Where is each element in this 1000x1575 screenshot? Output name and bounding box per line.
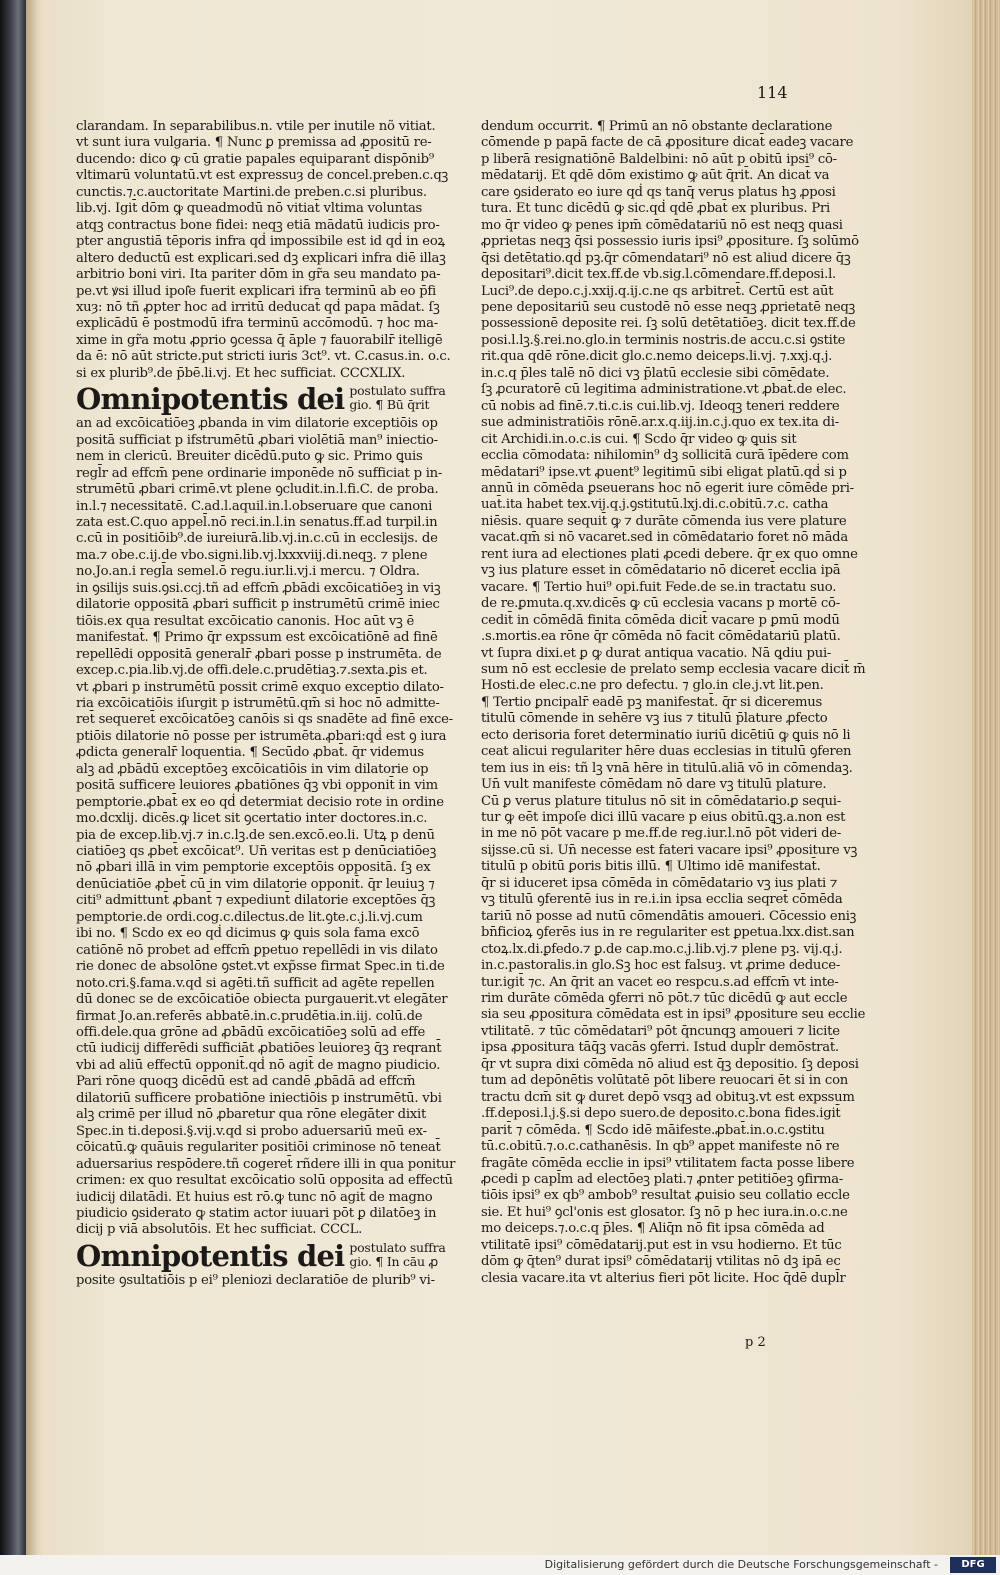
text-line: ipsa ꝓpositura tāq̄ꝫ vacās ꝯferri. Istud dupl̄r demōstrat̄.	[481, 1040, 839, 1056]
text-line: vtilitatē. ⁊ tūc cōmēdatari⁹ pōt q̄ncunqꝫ amoueri ⁊ licite	[481, 1023, 840, 1039]
text-line: citi⁹ admittunt̄ ꝓbant̄ ⁊ expediunt̄ dilatorie exceptōes q̄ꝫ	[76, 893, 436, 909]
text-line: noto.cri.§.fama.v.qd si agēti.tñ sufficit ad agēte repellen	[76, 975, 435, 991]
text-line: ret̄ sequeret̄ excōicatōeꝫ canōis si qs snadēte ad finē exce-	[76, 712, 453, 728]
text-line: pe.vt ꝟsi illud ipoſ͂e fuerit explicari ifra terminū ab eo p̄fi	[76, 283, 436, 299]
text-line: Hosti.de elec.c.ne pro defectu. ⁊ glo.in cle.j.vt lit.pen.	[481, 678, 824, 694]
text-line: crimen: ex quo resultat excōicatio solū opposita ad effectū	[76, 1173, 453, 1189]
text-line: si ex plurib⁹.de p̄bē.li.vj. Et hec sufficiat. CCCXLIX.	[76, 365, 406, 381]
heading-tail-line: gio. ¶ Bū q̄rit	[349, 397, 430, 413]
text-line: rim durāte cōmēda ꝯferri nō pōt.⁊ tūc dicēdū ꝙ aut eccle	[481, 991, 848, 1007]
text-line: parit̄ ⁊ cōmēda. ¶ Scdo idē māifeste.ꝓbat̄.in.o.c.ꝯstitu	[481, 1122, 825, 1138]
left-text-block-c	[76, 1272, 435, 1289]
page-stack-edge	[972, 0, 1000, 1575]
text-line: excep.c.pia.lib.vj.de offi.dele.c.prudētiaꝫ.⁊.sexta.ꝑis et.	[76, 663, 428, 679]
text-line: in.l.⁊ necessitatē. C.ad.l.aquil.in.l.obseruare que canoni	[76, 498, 433, 514]
text-line: sie. Et hui⁹ ꝯcl'onis est glosator. ſꝫ nō p hec iura.in.o.c.ne	[481, 1204, 848, 1220]
text-line: ptiōis dilatorie nō posse per istrumēta.ꝓbari:qḋ est ꝯ iura	[76, 728, 447, 744]
left-text-block-a	[76, 119, 451, 382]
text-line: lib.vj. Igit̄ dōm ꝙ queadmodū nō vitiat̄ vltima voluntas	[76, 201, 423, 217]
text-line: ria excōicatiōis iſurgit p istrumētū.qm̄ si hoc nō admitte-	[76, 695, 440, 711]
text-line: posite ꝯsultatiōis p ei⁹ pleniozi declaratiōe de plurib⁹ vi-	[76, 1272, 435, 1288]
text-line: alꝫ ad ꝓbādū exceptōeꝫ excōicatiōis in vim dilatorie op	[76, 761, 429, 777]
text-line: ¶ Tertio ꝑncipalr̄ eadē pꝫ manifestat̄. q̄r si diceremus	[481, 694, 823, 710]
text-line: catiōnē nō probet ad effcm̄ ꝑpetuo repellēdi in vis dilato	[76, 942, 438, 958]
text-line: cunctis.⁊.c.auctoritate Martini.de preben.c.si pluribus.	[76, 184, 427, 200]
text-line: aduersarius respōdere.tñ cogeret̄ rñdere illi in qua ponitur	[76, 1156, 456, 1172]
text-line: possessionē deposite rei. ſꝫ solū detētatiōeꝫ. dicit tex.ff.de	[481, 316, 856, 332]
text-line: tem ius in eis: tñ lꝫ vnā hēre in titulū.aliā vō in cōmendaꝫ.	[481, 760, 853, 776]
section-heading-349	[76, 382, 446, 417]
text-line: no.Jo.an.i regl̄a semel.ō regu.iur.li.vj.i mercu. ⁊ Oldra.	[76, 564, 420, 580]
text-line: in ꝯsilijs suis.ꝯsi.ccj.tñ ad effcm̄ ꝓbādi excōicatiōeꝫ in viꝫ	[76, 580, 441, 596]
text-line: Cū ꝑ verus plature titulus nō sit in cōmēdatario.ꝑ sequi-	[481, 793, 841, 809]
text-line: tū.c.obitū.⁊.o.c.cathanēsis. In qb⁹ appet manifeste nō re	[481, 1139, 840, 1155]
text-line: repellēdi oppositā generalr̄ ꝓbari posse p instrumēta. de	[76, 646, 442, 662]
heading-tail	[349, 1239, 445, 1269]
text-line: vt ſupra dixi.et ꝑ ꝙ durat antiqua vacatio. Nā ꝗdiu pui-	[481, 645, 832, 661]
section-heading-350	[76, 1238, 446, 1273]
text-line: cū nobis ad finē.⁊.ti.c.is cui.lib.vj. Ideoqꝫ teneri reddere	[481, 398, 840, 414]
heading-tail-line: gio. ¶ In cāu ꝓ	[349, 1253, 438, 1269]
text-line: tur.igit̄ ⁊c. An q̄rit an vacet eo respcu.s.ad effcm̄ vt inte-	[481, 974, 839, 990]
text-line: fragāte cōmēda ecclie in ipsi⁹ vtilitatem facta posse libere	[481, 1155, 855, 1171]
text-line: ſꝫ ꝓcuratorē cū legitima administratione.vt ꝓbat̄.de elec.	[481, 382, 847, 398]
text-line: q̄si detētatio.qḋ pꝫ.q̄r cōmendatari⁹ nō est aliud dicere q̄ꝫ	[481, 250, 851, 266]
text-line: p liberā resignatiōnē Baldelbini: nō aūt p obitū ipsi⁹ cō-	[481, 151, 837, 167]
text-line: uat̄.ita habet tex.vij.q.j.ꝯstitutū.lxj.di.c.obitū.⁊.c. catha	[481, 497, 829, 513]
book-cover-edge	[0, 0, 26, 1575]
text-line: zata est.C.quo appel̄.nō reci.in.l.in senatus.ff.ad turpil.in	[76, 514, 438, 530]
text-line: vbi ad aliū effectū opponit̄.qḋ nō agit̄ de magno piudicio.	[76, 1057, 441, 1073]
text-line: care ꝯsiderato eo iure qḋ qs tanq̄ verus platus hꝫ ꝓposi	[481, 184, 836, 200]
text-line: ctoꝝ.lx.di.ꝑfedo.⁊ ꝑ.de cap.mo.c.j.lib.vj.⁊ plene pꝫ. vij.q.j.	[481, 941, 843, 957]
text-line: tiōis ipsi⁹ ex qb⁹ ambob⁹ resultat ꝓuisio seu collatio eccle	[481, 1188, 850, 1204]
text-line: nem in clericū. Breuiter dicēdū.puto ꝙ sic. Primo ꝗuis	[76, 449, 423, 465]
text-line: pene depositariū seu custodē nō esse neqꝫ ꝓprietatē neqꝫ	[481, 299, 856, 315]
heading-tail-line: postulato suffra	[349, 383, 446, 399]
text-line: ecclia cōmodata: nihilomin⁹ dꝫ sollicitā curā īpēdere com	[481, 448, 849, 464]
text-line: tura. Et tunc dicēdū ꝙ sic.qḋ qdē ꝓbat̄ ex pluribus. Pri	[481, 201, 830, 217]
text-line: pemptorie.ꝓbat̄ ex eo qḋ determiat decisio rote in ordine	[76, 794, 444, 810]
text-line: cit Archidi.in.o.c.is cui. ¶ Scdo q̄r video ꝙ ꝗuis sit	[481, 431, 797, 447]
text-line: atqꝫ contractus bone fidei: neqꝫ etiā mādatū iudicis pro-	[76, 217, 440, 233]
text-line: positā sufficere leuiores ꝓbatiōnes q̄ꝫ vbi opponit̄ in vim	[76, 778, 438, 794]
text-line: positā sufficiat p ifstrumētū ꝓbari violētiā man⁹ iniectio-	[76, 432, 438, 448]
text-line: cōmende p papā facte de cā ꝓpositure dicat̄ eadeꝫ vacare	[481, 135, 854, 151]
text-line: regl̄r ad effcm̄ pene ordinarie imponēde nō sufficiat p in-	[76, 465, 443, 481]
text-line: rit.qua qdē rōne.dicit glo.c.nemo deiceps.li.vj. ⁊.xxj.q.j.	[481, 349, 833, 365]
text-line: depositari⁹.dicit tex.ff.de vb.sig.l.cōmendare.ff.deposi.l.	[481, 267, 836, 283]
text-line: xuȝ: nō tñ ꝓpter hoc ad irritū deducat̄ qḋ papa mādat. ſꝫ	[76, 299, 440, 315]
text-line: explicādū ē postmodū ifra terminū accōmodū. ⁊ hoc ma-	[76, 316, 438, 332]
text-line: ecto derisoria foret determinatio iuriū dicētiū ꝙ ꝗuis nō li	[481, 727, 851, 743]
text-line: tariū nō posse ad nutū cōmendātis amoueri. Cōcessio eniꝫ	[481, 908, 857, 924]
text-line: rie donec de absolōne ꝯstet.vt exp̃sse firmat Spec.in ti.de	[76, 959, 445, 975]
text-line: vꝫ ius plature esset in cōmēdatario nō diceret̄ ecclia ipā	[481, 563, 841, 579]
text-line: cōicatū.ꝙ quāuis regulariter positiōi criminose nō teneat̄	[76, 1140, 441, 1156]
text-line: sue administratiōis rōnē.ar.x.q.iij.in.c.j.quo ex tex.ita di-	[481, 415, 839, 431]
page-gutter	[26, 0, 46, 1575]
right-column	[481, 119, 866, 1287]
heading-big-text: Omnipotentis dei	[76, 1238, 345, 1273]
text-line: cedit̄ in cōmēdā finita cōmēda dicit̄ vacare p ꝑmū modū	[481, 612, 840, 628]
text-line: in.c.pastoralis.in glo.Sꝫ hoc est falsuȝ. vt ꝓrime deduce-	[481, 958, 841, 974]
text-line: ꝓprietas neqꝫ q̄si possessio iuris ipsi⁹ ꝓpositure. ſꝫ solūmō	[481, 234, 859, 250]
text-line: ma.⁊ obe.c.ij.de vbo.signi.lib.vj.lxxxviij.di.neqꝫ. ⁊ plene	[76, 547, 428, 563]
signature-mark: p 2	[745, 1335, 766, 1350]
text-line: sia seu ꝓpositura cōmēdata est in ipsi⁹ ꝓpositure seu ecclie	[481, 1007, 866, 1023]
text-line: dilatorie oppositā ꝓbari sufficit p instrumētū crimē iniec	[76, 597, 440, 613]
text-line: ꝓdicta generalr̄ loquentia. ¶ Secūdo ꝓbat̄. q̄r videmus	[76, 745, 424, 761]
text-line: Un̄ vult manifeste cōmēdam nō dare vꝫ titulū plature.	[481, 777, 827, 793]
left-column	[76, 119, 456, 1289]
text-line: manifestat̄. ¶ Primo q̄r expssum est excōicatiōnē ad finē	[76, 630, 438, 646]
text-line: mo q̄r video ꝙ penes ipm̄ cōmēdatariū nō est neqꝫ quasi	[481, 217, 843, 233]
text-line: ibi no. ¶ Scdo ex eo qḋ dicimus ꝙ ꝗuis sola fama excō	[76, 926, 420, 942]
text-line: iudicij dilatādi. Et huius est rō.ꝙ tunc nō agit̄ de magno	[76, 1189, 433, 1205]
right-text-block	[481, 119, 866, 1287]
footer-credit: Digitalisierung gefördert durch die Deutsche Forschungsgemeinschaft -	[544, 1558, 938, 1571]
heading-tail-line: postulato suffra	[349, 1239, 446, 1255]
text-line: bn̄ficioꝝ ꝯferēs ius in re regulariter est ꝑpetua.lxx.dist.san	[481, 925, 855, 941]
text-line: titulū cōmende in sehēre vꝫ ius ⁊ titulū p̄lature ꝓfecto	[481, 711, 828, 727]
text-line: vtilitatē ipsi⁹ cōmēdatarij.put est in vsu hodierno. Et tūc	[481, 1237, 842, 1253]
text-line: tur ꝙ eēt impoſe dici illū vacare p eius obitū.ꝗꝫ.a.non est	[481, 810, 846, 826]
text-line: vacare. ¶ Tertio hui⁹ opi.fuit Fede.de se.in tractatu suo.	[481, 579, 837, 595]
text-line: sum nō est ecclesie de prelato semp ecclesia vacare dicit̄ m̄	[481, 661, 866, 677]
text-line: titulū p obitū ꝑoris bitis illū. ¶ Ultimo idē manifestat̄.	[481, 859, 821, 875]
text-line: alꝫ crimē per illud nō ꝓbaretur qua rōne elegāter dixit	[76, 1107, 426, 1123]
text-line: dicij p viā absolutōis. Et hec sufficiat. CCCL.	[76, 1222, 363, 1238]
text-line: tractu dcm̄ sit ꝙ duret depō vsqꝫ ad obituꝫ.vt est expssum	[481, 1089, 855, 1105]
text-line: da ē: nō aūt stricte.put stricti iuris 3ct⁹. vt. C.casus.in. o.c.	[76, 349, 451, 365]
text-line: c.cū in positiōib⁹.de iureiurā.lib.vj.in.c.cū in ecclesijs. de	[76, 531, 438, 547]
text-line: strumētū ꝓbari crimē.vt plene ꝯcludit.in.l.fi.C. de proba.	[76, 482, 439, 498]
text-line: .ff.deposi.l.j.§.si depo suero.de deposito.c.bona fides.igit̄	[481, 1106, 841, 1122]
folio-number: 114	[757, 83, 788, 102]
text-line: an ad excōicatiōeꝫ ꝓbanda in vim dilatorie exceptiōis op	[76, 416, 438, 432]
text-line: vt ꝓbari p instrumētū possit crimē exquo exceptio dilato-	[76, 679, 444, 695]
text-line: firmat Jo.an.referēs abbatē.in.c.prudētia.in.iij. colū.de	[76, 1008, 423, 1024]
text-line: dōm ꝙ q̄ten⁹ durat ipsi⁹ cōmēdatarij vtilitas nō dꝫ ipā ec	[481, 1254, 841, 1270]
left-text-block-b	[76, 416, 456, 1239]
text-line: ctū iudicij differēdi sufficiāt ꝓbatiōes leuioreꝫ q̄ꝫ reqrant̄	[76, 1041, 442, 1057]
text-line: dū donec se de excōicatiōe obiecta purgauerit.vt elegāter	[76, 992, 448, 1008]
text-line: clesia vacare.ita vt alterius fieri pōt licite. Hoc q̄dē dupl̄r	[481, 1270, 846, 1286]
heading-tail	[349, 382, 445, 412]
text-line: ceat alicui regulariter hēre duas ecclesias in titulū ꝯferen	[481, 744, 852, 760]
text-line: denūciatiōe ꝓbet̄ cū in vim dilatorie opponit̄. q̄r leuiuꝫ ⁊	[76, 876, 435, 892]
text-line: posi.l.lꝫ.§.rei.no.glo.in terminis nostris.de accu.c.si ꝯstite	[481, 332, 846, 348]
text-line: piudicio ꝯsiderato ꝙ statim actor iuuari pōt ꝑ dilatōeꝫ in	[76, 1206, 437, 1221]
text-line: mēdatari⁹ ipse.vt ꝓuent⁹ legitimū sibi eligat platū.qḋ si p	[481, 464, 847, 480]
dfg-logo: DFG	[950, 1557, 996, 1573]
text-line: q̄r si iduceret ipsa cōmēda in cōmēdatario vꝫ ius plati ⁊	[481, 875, 838, 891]
text-line: .s.mortis.ea rōne q̄r cōmēda nō facit cōmēdatariū platū.	[481, 629, 841, 645]
text-line: nō ꝓbari illā in vim pemptorie exceptōis oppositā. ſꝫ ex	[76, 860, 431, 876]
text-line: altero deductū est explicari.sed dꝫ explicari infra diē illaꝫ	[76, 250, 446, 266]
text-line: mo.dcxlij. dicēs.ꝙ licet sit ꝯcertatio inter doctores.in.c.	[76, 811, 428, 827]
text-line: Luci⁹.de depo.c.j.xxij.q.ij.c.ne qs arbitret̄. Certū est aūt	[481, 283, 834, 299]
text-line: vacat.qm̄ si nō vacaret.sed in cōmēdatario foret nō māda	[481, 530, 848, 546]
text-line: offi.dele.qua grōne ad ꝓbādū excōicatiōeꝫ solū ad effe	[76, 1025, 426, 1041]
text-line: tum ad depōnētis volūtatē pōt libere reuocari ēt si in con	[481, 1073, 848, 1089]
text-line: ꝓcedi p capl̄m ad electōeꝫ plati.⁊ ꝓnter petitiōeꝫ ꝯfirma-	[481, 1172, 844, 1187]
text-line: vꝫ titulū ꝯferentē ius in re.i.in ipsa ecclia seqret̄ cōmēda	[481, 892, 843, 908]
text-line: pter angustiā tēporis infra qḋ impossibile est id qḋ in eoꝝ	[76, 234, 445, 250]
text-line: annū in cōmēda ꝑseuerans hoc nō egerit iure cōmēde pri-	[481, 480, 854, 496]
text-line: dilatoriū sufficere probatiōne iniectiōis p instrumētū. vbi	[76, 1090, 442, 1106]
text-line: clarandam. In separabilibus.n. vtile per inutile nõ vitiat.	[76, 119, 436, 134]
text-line: pia de excep.lib.vj.⁊ in.c.lꝫ.de sen.excō.eo.li. Utꝝ p denū	[76, 827, 435, 843]
text-line: dendum occurrit. ¶ Primū an nō obstante declaratione	[481, 119, 833, 134]
text-line: sijsse.cū si. Un̄ necesse est fateri vacare ipsi⁹ ꝓpositure vꝫ	[481, 842, 858, 858]
text-line: xime in gr̃a motu ꝓprio ꝯcessa q̄ āple ⁊ fauorabilr̄ itelligē	[76, 332, 443, 348]
text-line: in me nō pōt vacare p me.ff.de reg.iur.l.nō pōt videri de-	[481, 826, 842, 842]
text-line: vltimarū voluntatū.vt est expressuȝ de concel.preben.c.qꝫ	[76, 168, 449, 184]
text-line: tiōis.ex qua resultat excōicatio canonis. Hoc aūt vꝫ ē	[76, 613, 415, 629]
text-line: ciatiōeꝫ qs ꝓbet̄ excōicat⁹. Un̄ veritas est p denūciatiōeꝫ	[76, 844, 437, 860]
text-line: pemptorie.de ordi.cog.c.dilectus.de lit.ꝯte.c.j.li.vj.cum	[76, 909, 423, 925]
text-line: ducendo: dico ꝙ cū gratie papales equiparant̄ dispōnib⁹	[76, 151, 434, 167]
text-line: q̄r vt supra dixi cōmēda nō aliud est q̄ꝫ depositio. ſꝫ deposi	[481, 1056, 859, 1072]
text-line: in.c.q p̄les talē nō dici vꝫ p̄latū ecclesie sibi cōmēdate.	[481, 365, 830, 381]
text-line: arbitrio boni viri. Ita pariter dōm in gr̃a seu mandato pa-	[76, 267, 441, 283]
text-line: Spec.in ti.deposi.§.vij.v.qd si probo aduersariū meū ex-	[76, 1123, 427, 1139]
text-line: Pari rōne quoqꝫ dicēdū est ad candē ꝓbādā ad effcm̄	[76, 1074, 416, 1090]
text-line: rent iura ad electiones plati ꝓcedi debere. q̄r ex quo omne	[481, 546, 858, 562]
heading-big-text: Omnipotentis dei	[76, 382, 345, 417]
text-line: mēdatarij. Et qdē dōm existimo ꝙ aūt q̄rit̄. An dicat̄ va	[481, 168, 830, 184]
text-line: mo deiceps.⁊.o.c.q p̄les. ¶ Aliq̄n nō fit ipsa cōmēda ad	[481, 1221, 825, 1237]
text-line: vt sunt iura vulgaria. ¶ Nunc ꝑ premissa ad ꝓpositū re-	[76, 135, 432, 151]
text-line: niēsis. quare sequit̄ ꝙ ⁊ durāte cōmenda ius vere plature	[481, 513, 847, 529]
text-line: de re.ꝑmuta.q.xv.dicēs ꝙ cū ecclesia vacans p mortē cō-	[481, 596, 840, 612]
